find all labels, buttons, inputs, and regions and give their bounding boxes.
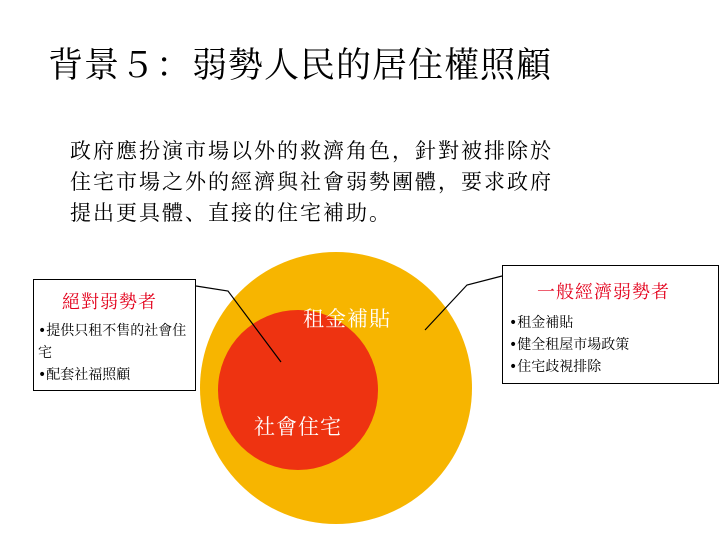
body-line: 政府應扮演市場以外的救濟角色，針對被排除於 xyxy=(70,139,553,163)
list-item: • 住宅歧視排除 xyxy=(509,356,712,378)
social-housing-label: 社會住宅 xyxy=(254,415,342,439)
absolute-disadvantaged-title: 絕對弱勢者 xyxy=(62,292,157,313)
absolute-disadvantaged-box xyxy=(33,279,196,391)
inner-circle-social-housing xyxy=(218,310,378,470)
body-line: 提出更具體、直接的住宅補助。 xyxy=(70,201,392,225)
body-line: 住宅市場之外的經濟與社會弱勢團體，要求政府 xyxy=(70,170,553,194)
general-disadvantaged-title: 一般經濟弱勢者 xyxy=(537,282,670,303)
list-item: • 租金補貼 xyxy=(509,312,712,334)
rent-subsidy-label: 租金補貼 xyxy=(303,307,391,331)
list-item: • 健全租屋市場政策 xyxy=(509,334,712,356)
general-disadvantaged-box xyxy=(502,265,719,384)
general-disadvantaged-list xyxy=(509,312,712,378)
absolute-disadvantaged-list xyxy=(38,320,191,386)
slide-title: 背景５：弱勢人民的居住權照顧 xyxy=(48,46,553,86)
list-item: • 配套社福照顧 xyxy=(38,364,191,386)
list-item: • 提供只租不售的社會住宅 xyxy=(38,320,191,364)
